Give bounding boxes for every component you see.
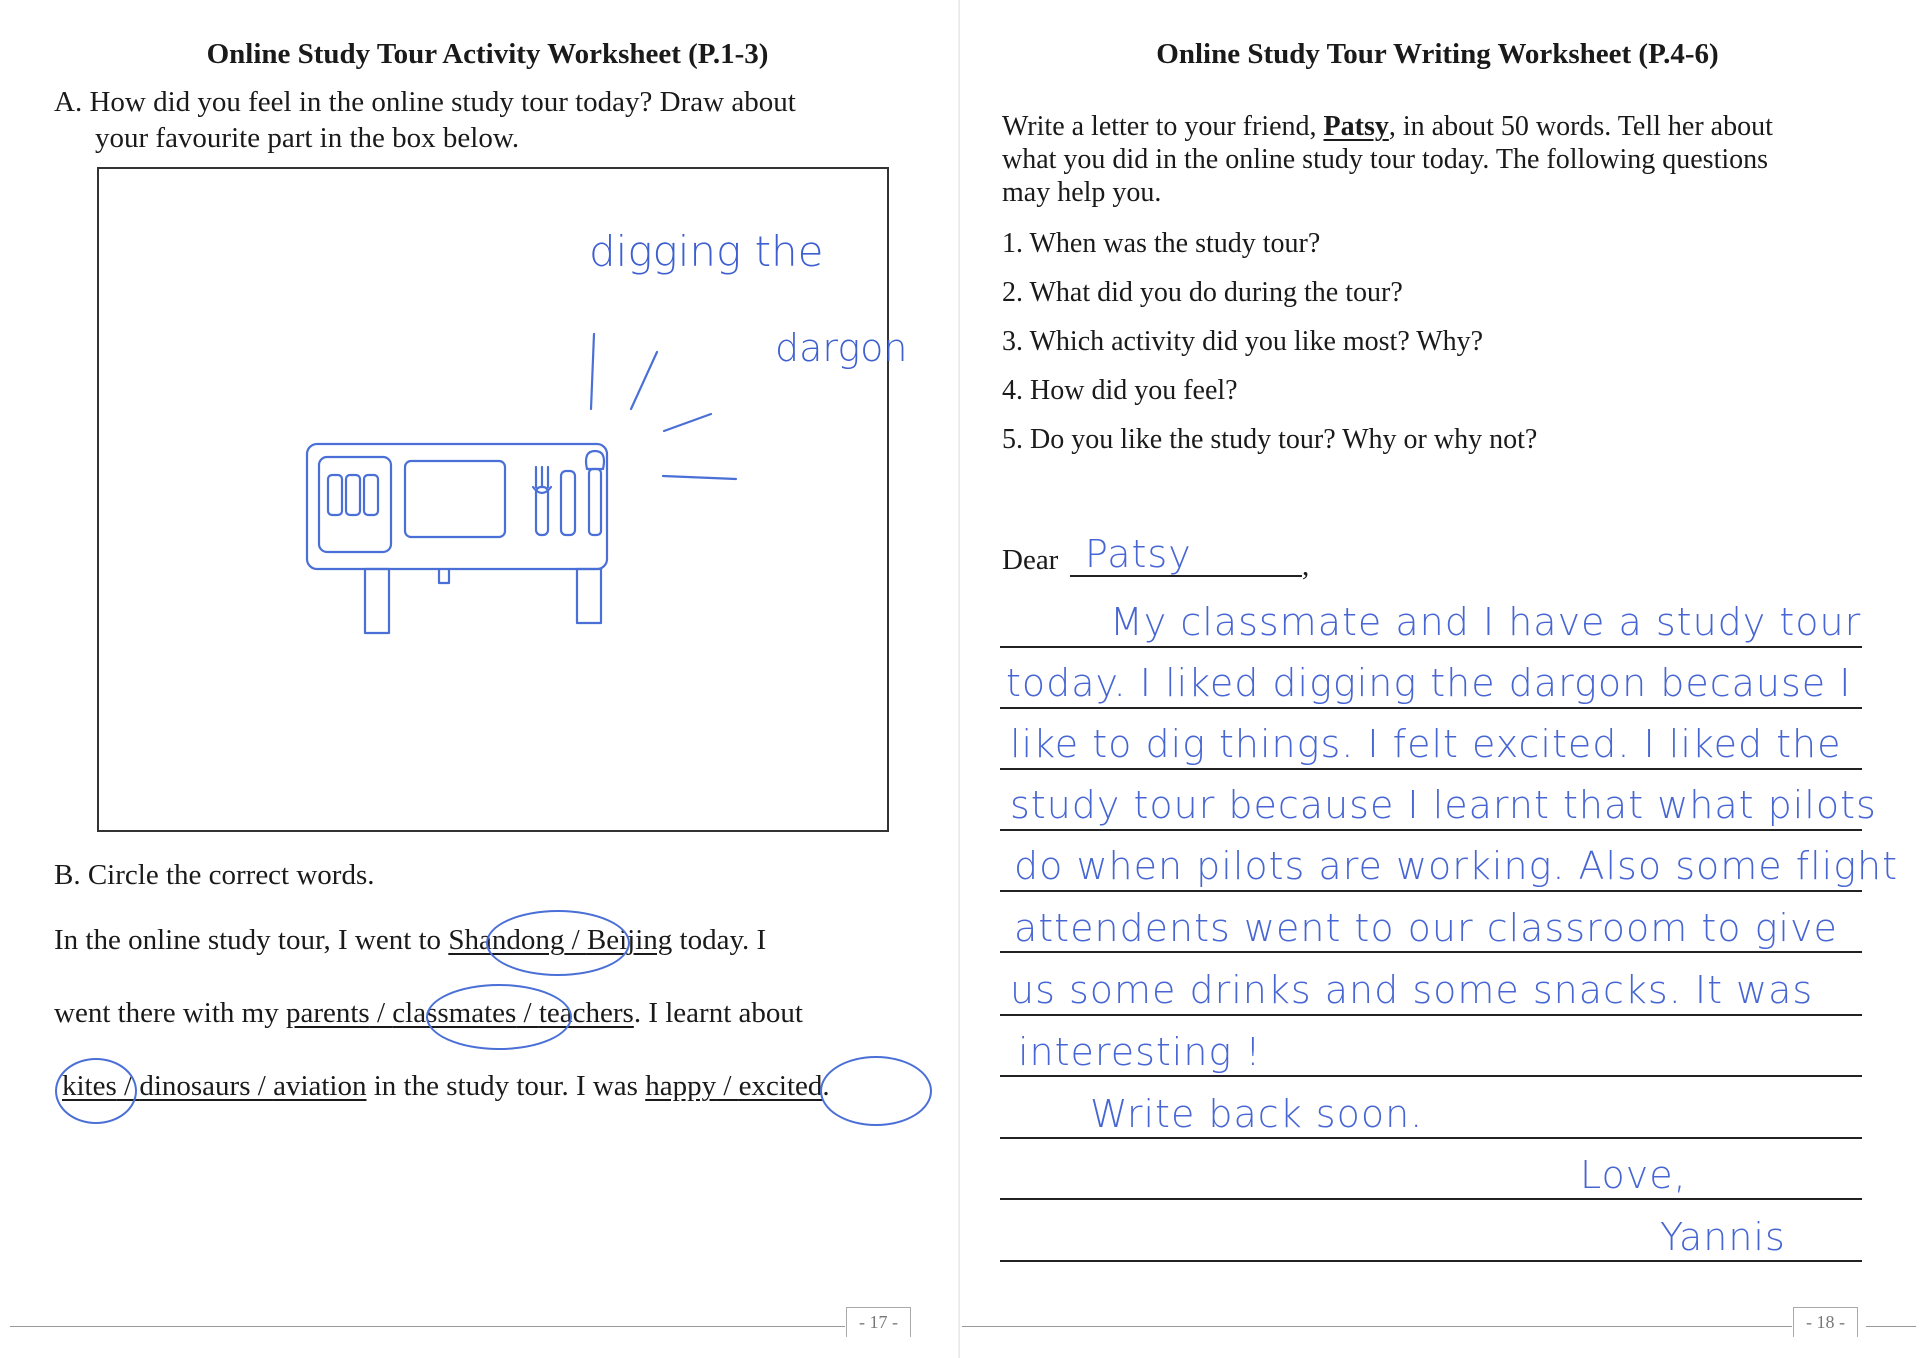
- b3-text-mid: in the study tour. I was: [366, 1070, 646, 1102]
- dear-name-handwritten: Patsy: [1085, 532, 1192, 576]
- letter-signature: Yannis: [1660, 1215, 1786, 1259]
- letter-sign-off: Love,: [1580, 1153, 1687, 1197]
- option-teachers[interactable]: teachers: [538, 997, 634, 1029]
- letter-rule-3: [1000, 768, 1862, 770]
- b1-text-pre: In the online study tour, I went to: [54, 924, 449, 956]
- b2-text-pre: went there with my: [54, 997, 286, 1029]
- option-aviation[interactable]: aviation: [273, 1070, 367, 1102]
- letter-rule-4: [1000, 829, 1862, 831]
- intro-1-pre: Write a letter to your friend,: [1002, 111, 1324, 142]
- b2-text-post: . I learnt about: [633, 997, 803, 1029]
- question-2: 2. What did you do during the tour?: [1002, 277, 1403, 308]
- right-footer-rule-end: [1866, 1326, 1916, 1327]
- letter-rule-5: [1000, 890, 1862, 892]
- left-page-title: Online Study Tour Activity Worksheet (P.1-3): [206, 38, 769, 70]
- letter-line-3: like to dig things. I felt excited. I liked the: [1010, 722, 1842, 766]
- drawing-label-2: dargon: [775, 326, 908, 370]
- b1-text-post: today. I: [672, 924, 767, 956]
- question-1: 1. When was the study tour?: [1002, 228, 1321, 259]
- letter-rule-7: [1000, 1014, 1862, 1016]
- letter-line-9: Write back soon.: [1090, 1092, 1424, 1136]
- intro-line-2: what you did in the online study tour today. The following questions: [1002, 144, 1769, 175]
- dear-name-line: [1070, 575, 1302, 577]
- option-excited[interactable]: excited: [738, 1070, 823, 1102]
- option-beijing[interactable]: Beijing: [586, 924, 673, 956]
- intro-1-post: , in about 50 words. Tell her about: [1388, 111, 1773, 142]
- letter-line-2: today. I liked digging the dargon because I: [1006, 661, 1852, 705]
- letter-line-8: interesting !: [1018, 1030, 1262, 1074]
- right-page-number: - 18 -: [1793, 1307, 1858, 1337]
- b3-separator-1: /: [116, 1070, 140, 1102]
- option-dinosaurs[interactable]: dinosaurs: [139, 1070, 251, 1102]
- letter-line-7: us some drinks and some snacks. It was: [1010, 968, 1814, 1012]
- section-b-heading: B. Circle the correct words.: [54, 859, 375, 891]
- option-kites[interactable]: kites: [62, 1070, 117, 1102]
- b3-separator-2: /: [250, 1070, 274, 1102]
- section-a-line-2: your favourite part in the box below.: [95, 122, 520, 154]
- b2-separator-2: /: [516, 997, 539, 1029]
- left-page-number: - 17 -: [846, 1307, 911, 1337]
- letter-rule-10: [1000, 1198, 1862, 1200]
- drawing-label-1: digging the: [589, 227, 824, 276]
- question-5: 5. Do you like the study tour? Why or why not?: [1002, 424, 1538, 455]
- dear-label: Dear: [1002, 544, 1059, 576]
- option-classmates[interactable]: classmates: [392, 997, 517, 1029]
- right-page-title: Online Study Tour Writing Worksheet (P.4-6): [1156, 38, 1719, 70]
- intro-line-1: [1002, 110, 1773, 143]
- letter-rule-8: [1000, 1075, 1862, 1077]
- option-happy[interactable]: happy: [645, 1070, 717, 1102]
- letter-rule-2: [1000, 707, 1862, 709]
- letter-line-1: My classmate and I have a study tour: [1110, 600, 1862, 644]
- letter-rule-1: [1000, 646, 1862, 648]
- letter-line-6: attendents went to our classroom to give: [1014, 906, 1838, 950]
- letter-rule-11: [1000, 1260, 1862, 1262]
- option-parents[interactable]: parents: [285, 997, 370, 1029]
- b3-separator-3: /: [716, 1070, 739, 1102]
- b3-text-end: .: [822, 1070, 830, 1102]
- dear-comma: ,: [1302, 550, 1310, 582]
- question-3: 3. Which activity did you like most? Why?: [1002, 326, 1484, 357]
- section-a-line-1: A. How did you feel in the online study tour today? Draw about: [54, 86, 796, 118]
- option-shandong[interactable]: Shandong: [448, 924, 565, 956]
- b2-separator-1: /: [369, 997, 393, 1029]
- letter-rule-9: [1000, 1137, 1862, 1139]
- letter-line-4: study tour because I learnt that what pilots: [1010, 783, 1877, 827]
- letter-line-5: do when pilots are working. Also some flight: [1014, 844, 1898, 888]
- right-footer-rule: [962, 1326, 1792, 1327]
- intro-friend-name: Patsy: [1323, 111, 1389, 142]
- question-4: 4. How did you feel?: [1002, 375, 1238, 406]
- intro-line-3: may help you.: [1002, 177, 1162, 208]
- b1-separator: /: [564, 924, 587, 956]
- letter-rule-6: [1000, 951, 1862, 953]
